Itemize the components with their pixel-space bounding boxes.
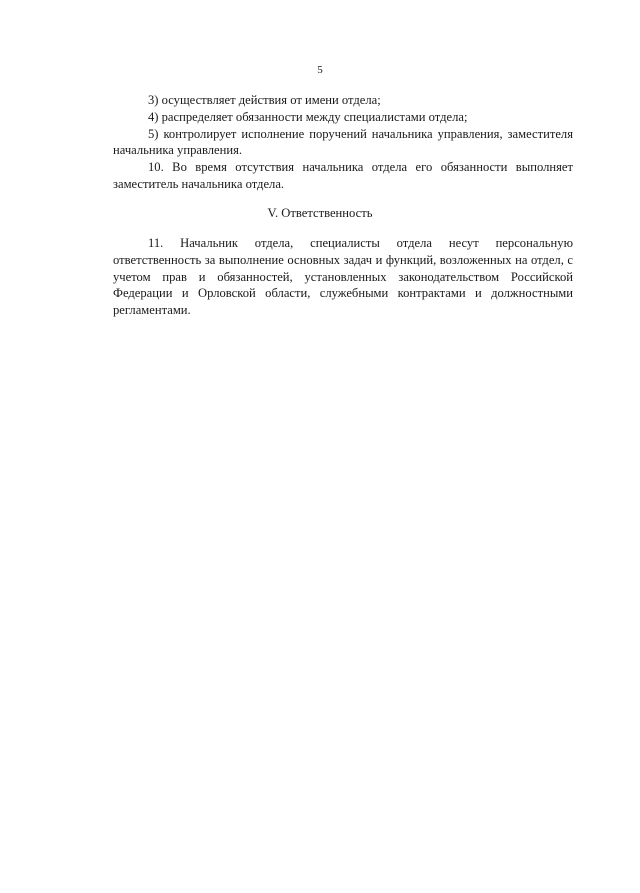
body-text-top [113,92,573,193]
paragraph-item-5: 5) контролирует исполнение поручений начальника управления, заместителя начальника управления. [113,126,573,158]
paragraph-item-4: 4) распределяет обязанности между специалистами отдела; [148,109,468,124]
paragraph-item-3: 3) осуществляет действия от имени отдела; [148,93,381,107]
paragraph-10: 10. Во время отсутствия начальника отдела его обязанности выполняет заместитель начальника отдела. [113,160,573,191]
body-text-bottom [113,235,573,319]
paragraph-11: 11. Начальник отдела, специалисты отдела несут персональную ответственность за выполнение основных задач и функций, возложенных на отдел, с учетом прав и обязанностей, установленных законодательством Российской Федерации и Орловской области, служебными контрактами и должностными регламентами. [113,236,573,318]
section-heading: V. Ответственность [267,206,373,220]
page-number: 5 [317,64,323,76]
